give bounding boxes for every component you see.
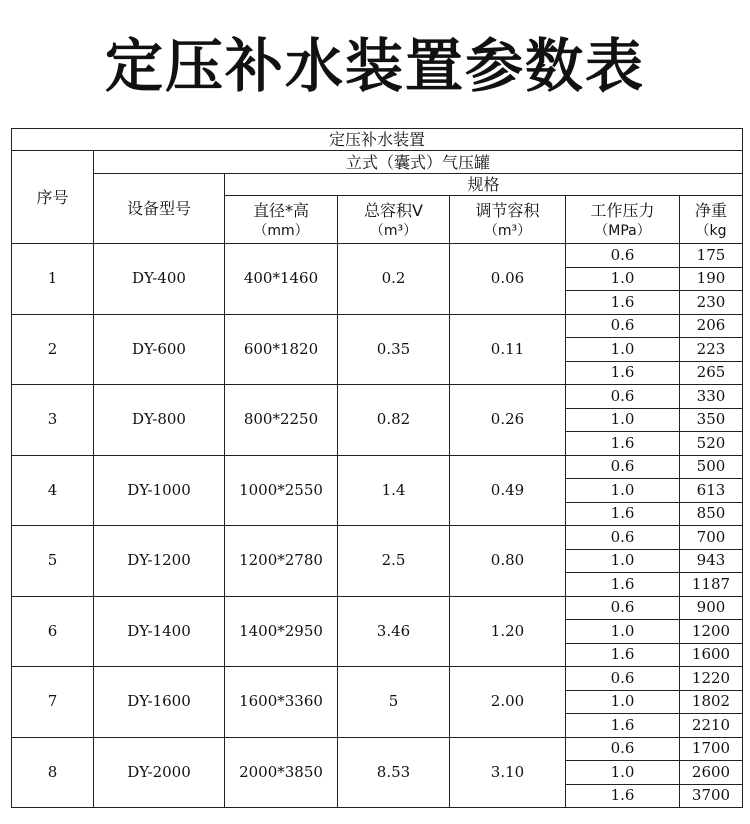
cell-volume: 1.4 [338, 455, 450, 526]
table-row [12, 314, 743, 338]
caption-row [12, 129, 743, 151]
cell-pressure: 1.0 [566, 761, 680, 785]
cell-weight: 206 [680, 314, 743, 338]
cell-size: 600*1820 [225, 314, 338, 385]
cell-pressure: 0.6 [566, 737, 680, 761]
cell-pressure: 0.6 [566, 244, 680, 268]
header-pressure-unit: （MPa） [594, 222, 651, 239]
cell-weight: 1802 [680, 690, 743, 714]
cell-size: 1400*2950 [225, 596, 338, 667]
cell-weight: 850 [680, 502, 743, 526]
cell-model: DY-1600 [94, 667, 225, 738]
cell-weight: 1220 [680, 667, 743, 691]
cell-pressure: 0.6 [566, 526, 680, 550]
cell-pressure: 1.0 [566, 267, 680, 291]
table-row [12, 385, 743, 409]
cell-adjust: 0.26 [450, 385, 566, 456]
cell-pressure: 0.6 [566, 596, 680, 620]
cell-index: 5 [12, 526, 94, 597]
cell-index: 1 [12, 244, 94, 315]
cell-volume: 2.5 [338, 526, 450, 597]
header-adjust-label: 调节容积 [475, 200, 540, 220]
cell-pressure: 1.6 [566, 643, 680, 667]
cell-weight: 190 [680, 267, 743, 291]
cell-volume: 0.2 [338, 244, 450, 315]
cell-weight: 1200 [680, 620, 743, 644]
cell-pressure: 0.6 [566, 314, 680, 338]
header-diameter-unit: （mm） [253, 222, 309, 239]
cell-volume: 0.82 [338, 385, 450, 456]
cell-size: 1000*2550 [225, 455, 338, 526]
cell-weight: 500 [680, 455, 743, 479]
cell-size: 1600*3360 [225, 667, 338, 738]
sub-caption-row [12, 151, 743, 174]
cell-weight: 2210 [680, 714, 743, 738]
cell-model: DY-800 [94, 385, 225, 456]
cell-pressure: 1.0 [566, 479, 680, 503]
cell-adjust: 2.00 [450, 667, 566, 738]
cell-weight: 3700 [680, 784, 743, 808]
cell-model: DY-2000 [94, 737, 225, 808]
cell-pressure: 1.6 [566, 502, 680, 526]
cell-pressure: 1.6 [566, 784, 680, 808]
header-weight [680, 196, 743, 244]
cell-adjust: 0.49 [450, 455, 566, 526]
cell-model: DY-1400 [94, 596, 225, 667]
cell-pressure: 1.0 [566, 338, 680, 362]
cell-adjust: 0.06 [450, 244, 566, 315]
cell-pressure: 1.0 [566, 549, 680, 573]
cell-index: 8 [12, 737, 94, 808]
header-volume [338, 196, 450, 244]
cell-model: DY-400 [94, 244, 225, 315]
header-pressure-label: 工作压力 [590, 200, 655, 220]
cell-model: DY-600 [94, 314, 225, 385]
cell-pressure: 1.0 [566, 690, 680, 714]
table-row [12, 244, 743, 268]
cell-pressure: 0.6 [566, 455, 680, 479]
table-sub-caption: 立式（囊式）气压罐 [94, 151, 743, 174]
cell-adjust: 0.11 [450, 314, 566, 385]
cell-volume: 3.46 [338, 596, 450, 667]
cell-model: DY-1200 [94, 526, 225, 597]
header-diameter [225, 196, 338, 244]
cell-pressure: 1.6 [566, 291, 680, 315]
cell-weight: 230 [680, 291, 743, 315]
cell-volume: 5 [338, 667, 450, 738]
spec-table-body [12, 129, 743, 808]
cell-weight: 265 [680, 361, 743, 385]
header-pressure [566, 196, 680, 244]
cell-pressure: 1.6 [566, 714, 680, 738]
header-adjust-unit: （m³） [483, 222, 532, 239]
cell-pressure: 0.6 [566, 667, 680, 691]
cell-weight: 1600 [680, 643, 743, 667]
header-model: 设备型号 [94, 174, 225, 244]
cell-size: 1200*2780 [225, 526, 338, 597]
header-volume-unit: （m³） [369, 222, 418, 239]
cell-weight: 1700 [680, 737, 743, 761]
cell-pressure: 1.6 [566, 432, 680, 456]
cell-index: 4 [12, 455, 94, 526]
header-weight-label: 净重 [694, 200, 727, 220]
cell-weight: 350 [680, 408, 743, 432]
header-volume-label: 总容积V [364, 200, 423, 220]
cell-model: DY-1000 [94, 455, 225, 526]
cell-pressure: 1.6 [566, 573, 680, 597]
header-adjust [450, 196, 566, 244]
cell-adjust: 0.80 [450, 526, 566, 597]
cell-adjust: 1.20 [450, 596, 566, 667]
cell-index: 2 [12, 314, 94, 385]
table-caption: 定压补水装置 [12, 129, 743, 151]
spec-table [11, 128, 743, 808]
cell-weight: 613 [680, 479, 743, 503]
cell-weight: 943 [680, 549, 743, 573]
cell-adjust: 3.10 [450, 737, 566, 808]
cell-weight: 700 [680, 526, 743, 550]
cell-volume: 0.35 [338, 314, 450, 385]
cell-index: 6 [12, 596, 94, 667]
cell-weight: 2600 [680, 761, 743, 785]
table-row [12, 455, 743, 479]
cell-pressure: 1.0 [566, 408, 680, 432]
cell-volume: 8.53 [338, 737, 450, 808]
spec-group-row [12, 174, 743, 196]
header-spec-group: 规格 [225, 174, 743, 196]
cell-weight: 900 [680, 596, 743, 620]
cell-weight: 223 [680, 338, 743, 362]
table-row [12, 596, 743, 620]
cell-pressure: 1.6 [566, 361, 680, 385]
cell-weight: 520 [680, 432, 743, 456]
header-index: 序号 [12, 151, 94, 244]
page-title: 定压补水装置参数表 [104, 32, 645, 100]
cell-weight: 330 [680, 385, 743, 409]
header-diameter-label: 直径*高 [252, 200, 309, 220]
cell-index: 7 [12, 667, 94, 738]
cell-size: 800*2250 [225, 385, 338, 456]
table-row [12, 667, 743, 691]
cell-index: 3 [12, 385, 94, 456]
header-weight-unit: （kg [695, 222, 727, 239]
table-row [12, 737, 743, 761]
cell-pressure: 1.0 [566, 620, 680, 644]
table-row [12, 526, 743, 550]
cell-size: 400*1460 [225, 244, 338, 315]
cell-weight: 1187 [680, 573, 743, 597]
cell-pressure: 0.6 [566, 385, 680, 409]
cell-size: 2000*3850 [225, 737, 338, 808]
cell-weight: 175 [680, 244, 743, 268]
